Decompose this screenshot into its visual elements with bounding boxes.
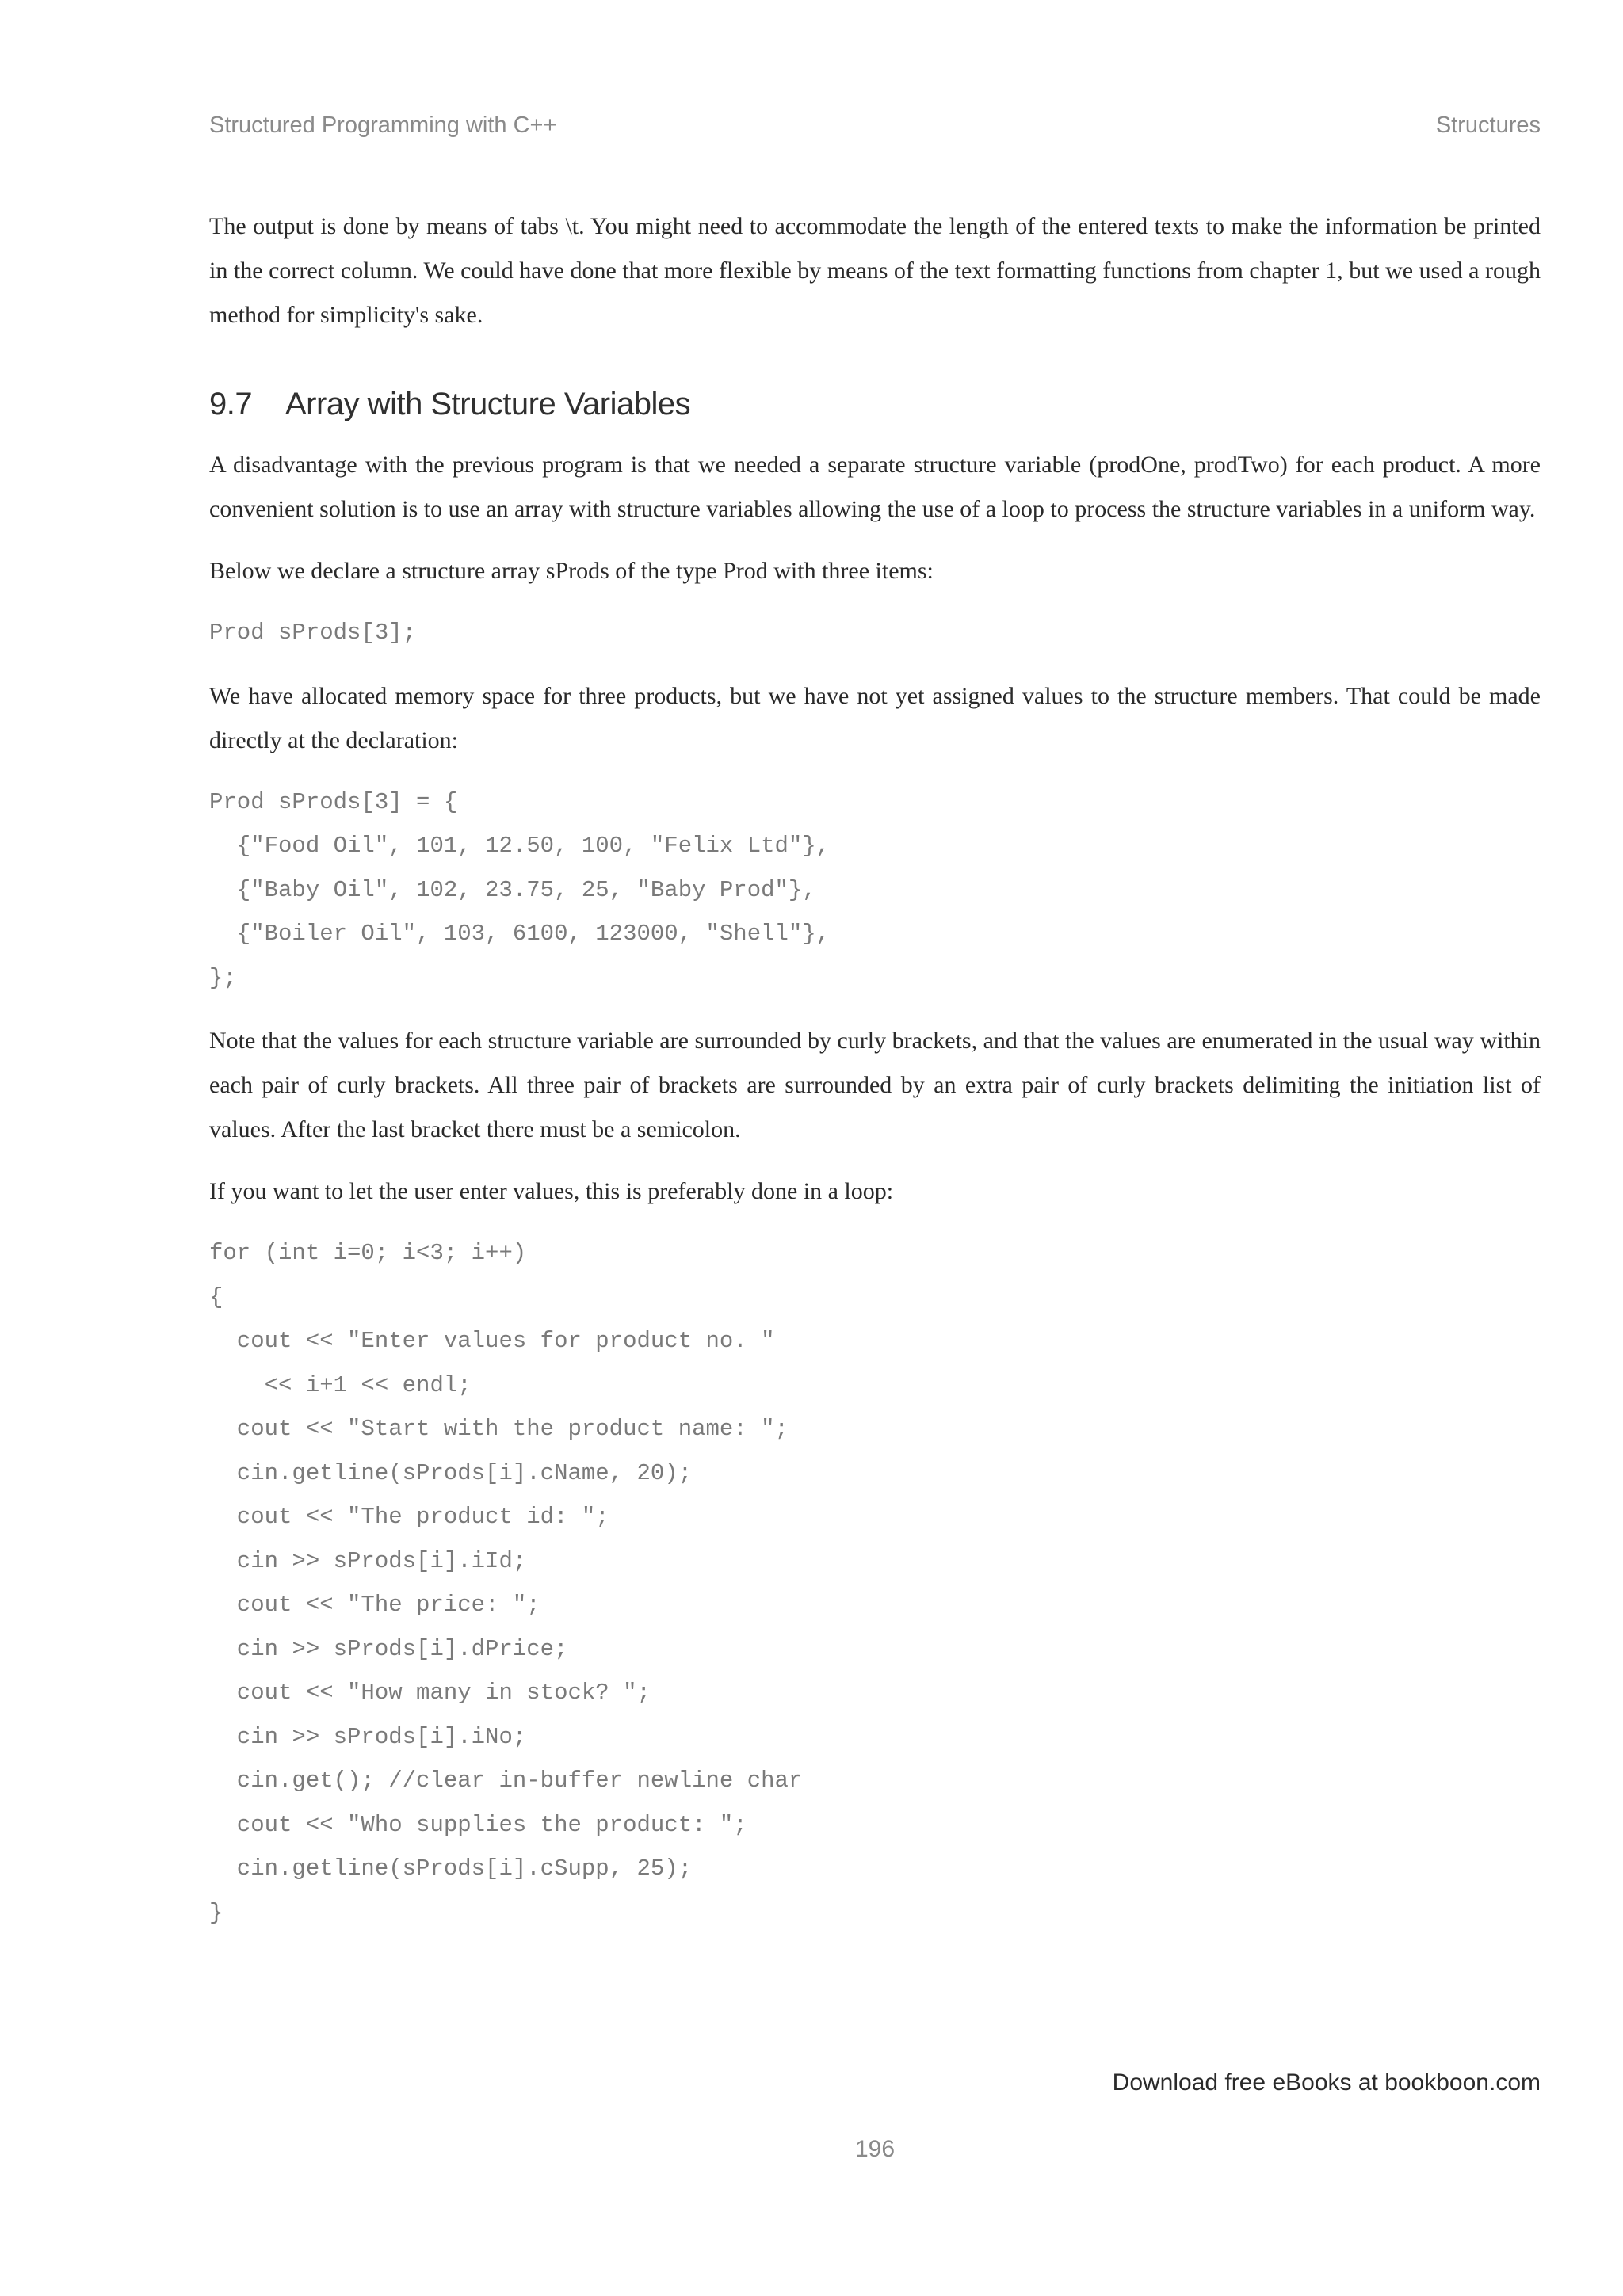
header-book-title: Structured Programming with C++ bbox=[209, 113, 557, 138]
code-line: cin >> sProds[i].dPrice; bbox=[209, 1635, 568, 1662]
code-line: for (int i=0; i<3; i++) bbox=[209, 1240, 527, 1266]
code-line: {"Baby Oil", 102, 23.75, 25, "Baby Prod"}, bbox=[209, 876, 816, 903]
intro-paragraph: The output is done by means of tabs \t. You might need to accommodate the length of the entered texts to make the information be printed in the correct column. We could have done that more flexible by means of the text formatting functions from chapter 1, but we used a rough method for simplicity's sake. bbox=[209, 213, 1541, 328]
header-chapter-title: Structures bbox=[1435, 113, 1541, 138]
page-content bbox=[209, 204, 1541, 1954]
section-number: 9.7 bbox=[209, 387, 253, 421]
page-number: 196 bbox=[854, 2136, 896, 2162]
code-line: Prod sProds[3] = { bbox=[209, 788, 458, 815]
code-line: cout << "The price: "; bbox=[209, 1592, 540, 1618]
paragraph-user-input-loop: If you want to let the user enter values, this is preferably done in a loop: bbox=[209, 1178, 894, 1204]
code-line: cout << "How many in stock? "; bbox=[209, 1680, 651, 1706]
code-line: cin.get(); //clear in-buffer newline char bbox=[209, 1768, 803, 1794]
code-block-declaration bbox=[209, 611, 1541, 655]
code-line: {"Food Oil", 101, 12.50, 100, "Felix Ltd"}, bbox=[209, 833, 831, 859]
code-line: cout << "Start with the product name: "; bbox=[209, 1416, 789, 1442]
paragraph-disadvantage: A disadvantage with the previous program is that we needed a separate structure variable (prodOne, prodTwo) for each product. A more convenient solution is to use an array with structure variables allowing the use of a loop to process the structure variables in a uniform way. bbox=[209, 452, 1541, 522]
code-line: cin >> sProds[i].iNo; bbox=[209, 1723, 527, 1750]
section-heading bbox=[209, 387, 1541, 422]
code-line: { bbox=[209, 1283, 223, 1310]
code-line: << i+1 << endl; bbox=[209, 1371, 472, 1398]
code-line: cin >> sProds[i].iId; bbox=[209, 1547, 527, 1574]
section-title: Array with Structure Variables bbox=[285, 387, 691, 421]
paragraph-declare-array: Below we declare a structure array sProds of the type Prod with three items: bbox=[209, 558, 934, 584]
code-line: }; bbox=[209, 964, 237, 991]
code-block-input-loop bbox=[209, 1231, 1541, 1935]
code-line: cin.getline(sProds[i].cSupp, 25); bbox=[209, 1855, 693, 1882]
code-line: cout << "The product id: "; bbox=[209, 1504, 609, 1530]
code-line: cout << "Enter values for product no. " bbox=[209, 1328, 775, 1354]
paragraph-curly-brackets-note: Note that the values for each structure variable are surrounded by curly brackets, and that the values are enumerated in the usual way within each pair of curly brackets. All three pair of brackets are surrounded by an extra pair of curly brackets delimiting the initiation list of values. After the last bracket there must be a semicolon. bbox=[209, 1028, 1541, 1142]
book-page bbox=[209, 0, 1541, 2296]
bookboon-download-link[interactable]: Download free eBooks at bookboon.com bbox=[1112, 2069, 1541, 2096]
code-line: cout << "Who supplies the product: "; bbox=[209, 1811, 747, 1838]
paragraph-allocated-memory: We have allocated memory space for three products, but we have not yet assigned values to the structure members. That could be made directly at the declaration: bbox=[209, 682, 1541, 753]
code-line: cin.getline(sProds[i].cName, 20); bbox=[209, 1459, 693, 1486]
code-line: } bbox=[209, 1899, 223, 1926]
code-line: Prod sProds[3]; bbox=[209, 620, 417, 646]
code-line: {"Boiler Oil", 103, 6100, 123000, "Shell"}, bbox=[209, 921, 831, 947]
code-block-initialization bbox=[209, 780, 1541, 1001]
